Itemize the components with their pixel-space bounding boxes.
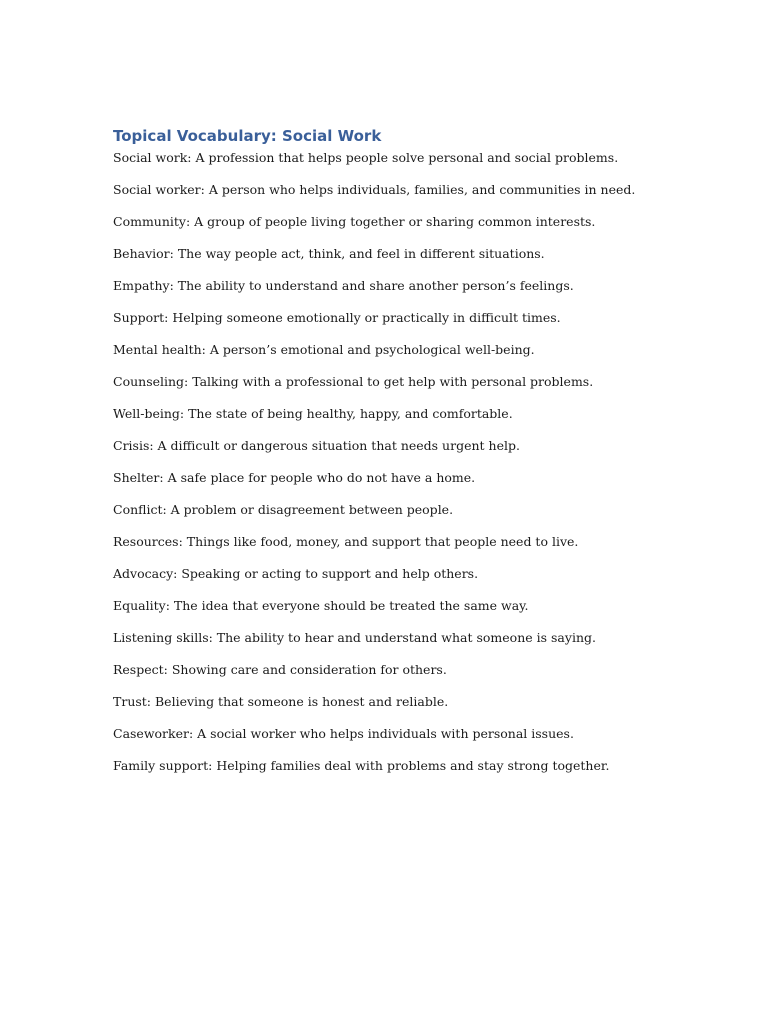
vocabulary-entry: Social worker: A person who helps individuals, families, and communities in need.	[113, 182, 636, 197]
vocabulary-entry: Well-being: The state of being healthy, happy, and comfortable.	[113, 406, 513, 421]
vocabulary-entry: Equality: The idea that everyone should be treated the same way.	[113, 598, 529, 613]
vocabulary-entry: Mental health: A person’s emotional and psychological well-being.	[113, 342, 535, 357]
vocabulary-entry: Conflict: A problem or disagreement between people.	[113, 502, 454, 517]
vocabulary-entry: Trust: Believing that someone is honest and reliable.	[113, 694, 449, 709]
vocabulary-entry: Resources: Things like food, money, and support that people need to live.	[113, 534, 579, 549]
vocabulary-entry: Empathy: The ability to understand and share another person’s feelings.	[113, 278, 574, 293]
document-body	[113, 124, 713, 790]
vocabulary-entry: Counseling: Talking with a professional to get help with personal problems.	[113, 374, 594, 389]
vocabulary-entry: Shelter: A safe place for people who do not have a home.	[113, 470, 476, 485]
vocabulary-entry: Advocacy: Speaking or acting to support and help others.	[113, 566, 479, 581]
vocabulary-entry: Crisis: A difficult or dangerous situation that needs urgent help.	[113, 438, 520, 453]
vocabulary-entry: Behavior: The way people act, think, and feel in different situations.	[113, 246, 545, 261]
page-title: Topical Vocabulary: Social Work	[113, 127, 382, 145]
vocabulary-list	[113, 150, 713, 790]
vocabulary-entry: Respect: Showing care and consideration for others.	[113, 662, 447, 677]
vocabulary-entry: Family support: Helping families deal with problems and stay strong together.	[113, 758, 610, 773]
vocabulary-entry: Listening skills: The ability to hear and understand what someone is saying.	[113, 630, 596, 645]
vocabulary-entry: Caseworker: A social worker who helps individuals with personal issues.	[113, 726, 574, 741]
vocabulary-entry: Support: Helping someone emotionally or practically in difficult times.	[113, 310, 561, 325]
vocabulary-entry: Social work: A profession that helps people solve personal and social problems.	[113, 150, 619, 165]
vocabulary-entry: Community: A group of people living together or sharing common interests.	[113, 214, 596, 229]
